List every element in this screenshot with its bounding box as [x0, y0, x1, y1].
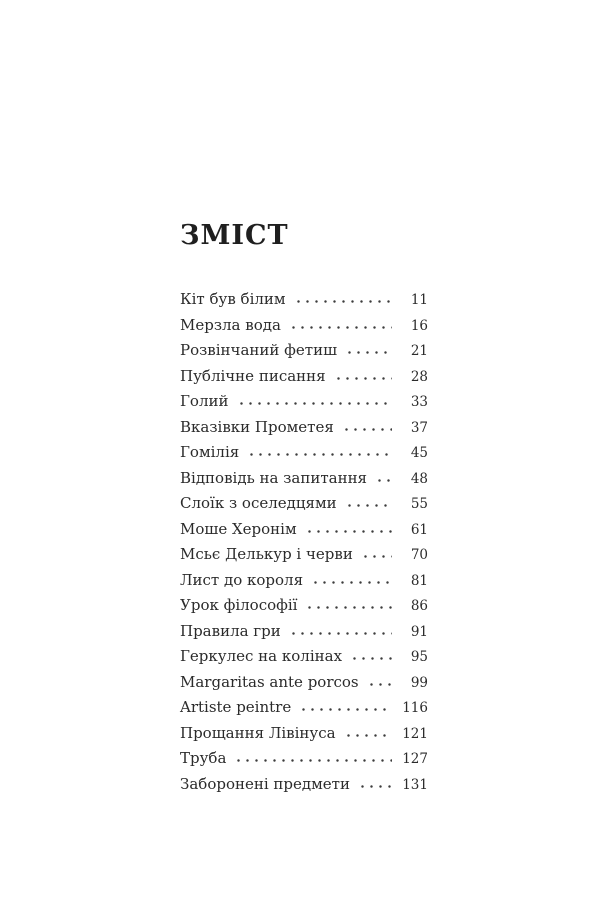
dot-leader	[358, 784, 392, 789]
dot-leader	[375, 478, 392, 483]
toc-entry-title: Розвінчаний фетиш	[180, 341, 338, 359]
dot-leader	[311, 580, 392, 585]
toc-entry-page: 16	[410, 317, 428, 334]
dot-leader	[305, 529, 392, 534]
toc-entry	[180, 440, 428, 466]
toc-entry	[180, 491, 428, 517]
toc-entry	[180, 466, 428, 492]
toc-entry-page: 91	[410, 623, 428, 640]
toc-entry	[180, 517, 428, 543]
dot-leader	[237, 401, 393, 406]
toc-entry-title: Голий	[180, 392, 229, 410]
toc-entry-title: Мсьє Делькур і черви	[180, 545, 353, 563]
toc-page	[180, 222, 428, 797]
dot-leader	[344, 733, 392, 738]
dot-leader	[247, 452, 392, 457]
dot-leader	[305, 605, 392, 610]
dot-leader	[361, 554, 392, 559]
toc-entry	[180, 364, 428, 390]
toc-entry	[180, 619, 428, 645]
toc-entry-title: Геркулес на колінах	[180, 647, 343, 665]
toc-entry-title: Гомілія	[180, 443, 240, 461]
toc-entry	[180, 695, 428, 721]
toc-entry	[180, 338, 428, 364]
toc-entry-page: 21	[410, 343, 428, 359]
toc-entry	[180, 593, 428, 619]
toc-entry-page: 81	[410, 572, 428, 589]
toc-entry-page: 11	[410, 292, 428, 308]
toc-entry-page: 33	[410, 394, 428, 410]
toc-entry-title: Труба	[180, 749, 227, 767]
toc-entry-page: 127	[402, 751, 428, 767]
dot-leader	[342, 427, 392, 432]
dot-leader	[350, 656, 392, 661]
toc-entry-page: 121	[402, 725, 428, 742]
toc-entry	[180, 542, 428, 568]
dot-leader	[234, 758, 392, 763]
dot-leader	[289, 631, 392, 636]
toc-entry-title: Прощання Лівінуса	[180, 723, 336, 742]
table-of-contents	[180, 287, 428, 797]
toc-entry-title: Слоїк з оселедцями	[180, 494, 337, 512]
toc-entry	[180, 670, 428, 696]
toc-entry	[180, 415, 428, 441]
toc-entry-page: 55	[410, 496, 428, 512]
page-title: ЗМІСТ	[180, 220, 289, 251]
toc-entry-page: 86	[410, 598, 428, 614]
toc-entry	[180, 389, 428, 415]
toc-entry-page: 70	[410, 547, 428, 563]
toc-entry-title: Правила гри	[180, 621, 281, 640]
toc-entry	[180, 313, 428, 339]
toc-entry	[180, 772, 428, 798]
toc-entry-title: Лист до короля	[180, 570, 304, 589]
dot-leader	[289, 325, 392, 330]
toc-entry-title: Урок філософії	[180, 596, 298, 614]
toc-entry-page: 48	[410, 470, 428, 487]
toc-entry-title: Відповідь на запитання	[180, 468, 368, 487]
dot-leader	[294, 299, 392, 304]
toc-entry-title: Artiste peintre	[180, 698, 292, 716]
toc-entry-title: Вказівки Прометея	[180, 417, 334, 436]
toc-entry	[180, 644, 428, 670]
toc-entry	[180, 721, 428, 747]
toc-entry-title: Кіт був білим	[180, 290, 286, 308]
toc-entry-title: Публічне писання	[180, 366, 326, 385]
toc-entry-page: 45	[410, 445, 428, 461]
toc-entry-title: Мерзла вода	[180, 315, 281, 334]
toc-entry-page: 116	[402, 700, 428, 716]
toc-entry-page: 99	[410, 674, 428, 691]
toc-entry-page: 61	[410, 521, 428, 538]
dot-leader	[334, 376, 392, 381]
toc-entry-page: 37	[410, 419, 428, 436]
toc-entry-title: Моше Херонім	[180, 519, 297, 538]
toc-entry-page: 131	[402, 776, 428, 793]
toc-entry	[180, 746, 428, 772]
toc-entry-title: Заборонені предмети	[180, 774, 350, 793]
dot-leader	[345, 350, 392, 355]
toc-entry-page: 28	[410, 368, 428, 385]
dot-leader	[299, 707, 392, 712]
dot-leader	[367, 682, 392, 687]
toc-entry-page: 95	[410, 649, 428, 665]
dot-leader	[345, 503, 392, 508]
toc-entry	[180, 568, 428, 594]
toc-entry-title: Margaritas ante porcos	[180, 672, 359, 691]
toc-entry	[180, 287, 428, 313]
